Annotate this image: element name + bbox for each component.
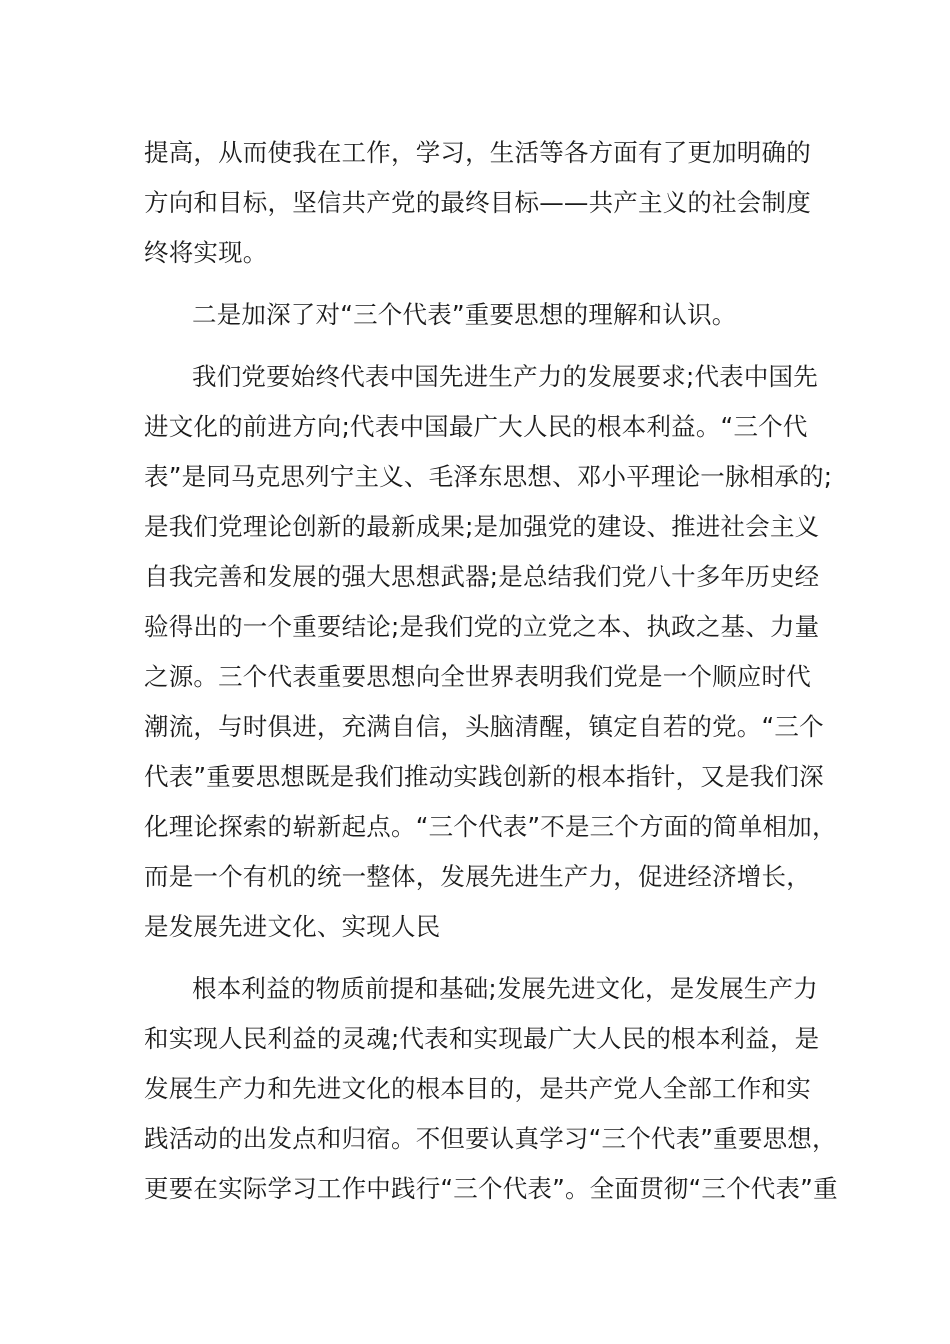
text-line: 践活动的出发点和归宿。不但要认真学习“三个代表”重要思想， bbox=[144, 1124, 837, 1153]
paragraph-3 bbox=[144, 352, 837, 952]
text-line: 代表”重要思想既是我们推动实践创新的根本指针，又是我们深 bbox=[144, 762, 824, 791]
text-line: 终将实现。 bbox=[144, 238, 268, 267]
text-line: 表”是同马克思列宁主义、毛泽东思想、邓小平理论一脉相承的; bbox=[144, 462, 833, 491]
paragraph-4 bbox=[144, 964, 838, 1214]
text-line: 之源。三个代表重要思想向全世界表明我们党是一个顺应时代 bbox=[144, 662, 811, 691]
text-line: 发展生产力和先进文化的根本目的，是共产党人全部工作和实 bbox=[144, 1074, 811, 1103]
text-line: 验得出的一个重要结论;是我们党的立党之本、执政之基、力量 bbox=[144, 612, 820, 641]
text-line: 自我完善和发展的强大思想武器;是总结我们党八十多年历史经 bbox=[144, 562, 820, 591]
document-body bbox=[144, 128, 838, 1214]
paragraph-spacer bbox=[144, 340, 804, 352]
text-line: 进文化的前进方向;代表中国最广大人民的根本利益。“三个代 bbox=[144, 412, 808, 441]
text-line: 二是加深了对“三个代表”重要思想的理解和认识。 bbox=[192, 300, 737, 329]
paragraph-spacer bbox=[144, 278, 804, 290]
paragraph-spacer bbox=[144, 952, 804, 964]
text-line: 更要在实际学习工作中践行“三个代表”。全面贯彻“三个代表”重 bbox=[144, 1174, 838, 1203]
text-line: 我们党要始终代表中国先进生产力的发展要求;代表中国先 bbox=[192, 362, 818, 391]
text-line: 提高，从而使我在工作，学习，生活等各方面有了更加明确的 bbox=[144, 138, 811, 167]
text-line: 方向和目标，坚信共产党的最终目标——共产主义的社会制度 bbox=[144, 188, 811, 217]
paragraph-1 bbox=[144, 128, 811, 278]
text-line: 化理论探索的崭新起点。“三个代表”不是三个方面的简单相加， bbox=[144, 812, 837, 841]
text-line: 和实现人民利益的灵魂;代表和实现最广大人民的根本利益，是 bbox=[144, 1024, 820, 1053]
text-line: 而是一个有机的统一整体，发展先进生产力，促进经济增长， bbox=[144, 862, 811, 891]
text-line: 潮流，与时俱进，充满自信，头脑清醒，镇定自若的党。“三个 bbox=[144, 712, 824, 741]
text-line: 是我们党理论创新的最新成果;是加强党的建设、推进社会主义 bbox=[144, 512, 820, 541]
text-line: 是发展先进文化、实现人民 bbox=[144, 912, 441, 941]
text-line: 根本利益的物质前提和基础;发展先进文化，是发展生产力 bbox=[192, 974, 818, 1003]
paragraph-2 bbox=[144, 290, 804, 340]
